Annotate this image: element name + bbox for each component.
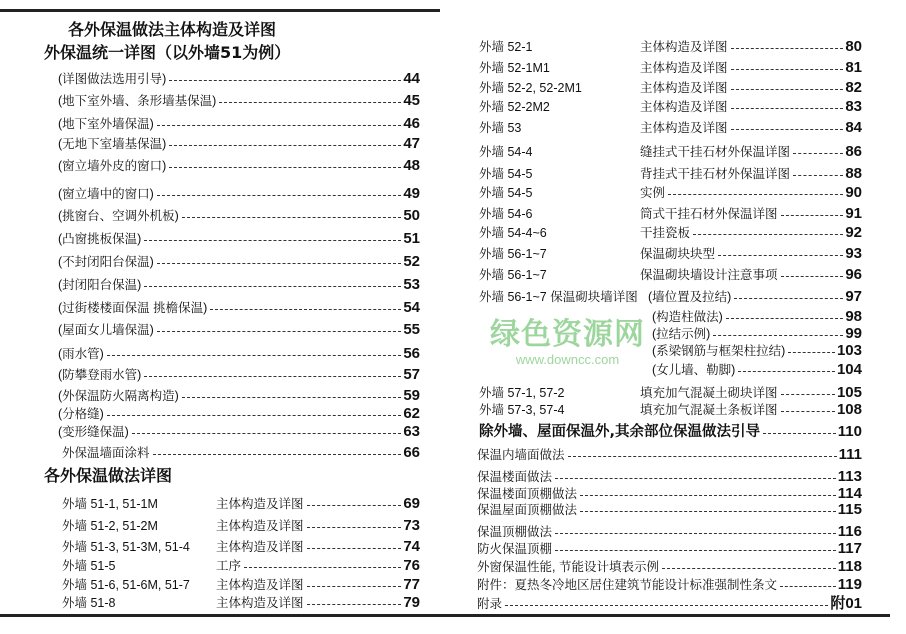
entry-label: 外墙 54-4~6 — [479, 226, 547, 240]
section-heading-unified-details: 外保温统一详图（以外墙51为例） — [44, 43, 291, 62]
entry-description: 主体构造及详图 — [640, 100, 728, 114]
entry-description: (拉结示例) — [652, 327, 711, 341]
entry-description: 填充加气混凝土砌块详图 — [640, 386, 778, 400]
toc-entry[interactable] — [479, 246, 862, 262]
dot-leader — [568, 456, 837, 457]
page-number: 83 — [845, 98, 862, 115]
page-number: 90 — [845, 184, 862, 201]
page-number: 108 — [836, 401, 862, 418]
toc-entry[interactable] — [652, 343, 862, 359]
dot-leader — [157, 125, 401, 126]
page-number: 119 — [837, 576, 862, 593]
page-number: 81 — [845, 59, 862, 76]
toc-entry[interactable] — [58, 277, 420, 293]
page-number: 80 — [845, 38, 862, 55]
page-number: 103 — [836, 342, 862, 359]
dot-leader — [738, 371, 835, 372]
entry-label: 外墙 51-8 — [62, 596, 116, 610]
page-number: 79 — [403, 594, 420, 611]
page-number: 110 — [837, 423, 862, 440]
entry-label: 外墙 51-1, 51-1M — [62, 497, 158, 511]
page-number: 66 — [403, 444, 420, 461]
page-title: 各外保温做法主体构造及详图 — [68, 20, 277, 39]
toc-entry[interactable] — [58, 116, 420, 132]
toc-entry[interactable] — [58, 300, 420, 316]
dot-leader — [718, 255, 843, 256]
page-number: 63 — [403, 423, 420, 440]
toc-entry[interactable] — [479, 289, 862, 305]
dot-leader — [580, 511, 836, 512]
toc-entry[interactable] — [58, 322, 420, 338]
toc-entry[interactable] — [652, 309, 862, 325]
toc-entry[interactable] — [62, 577, 420, 593]
entry-label: (过街楼楼面保温 挑檐保温) — [58, 301, 208, 315]
dot-leader — [307, 586, 402, 587]
page-number: 73 — [403, 517, 420, 534]
page-number: 118 — [837, 558, 862, 575]
entry-description: 主体构造及详图 — [640, 61, 728, 75]
dot-leader — [793, 153, 843, 154]
entry-description: 保温砌块墙设计注意事项 — [640, 268, 778, 282]
toc-entry[interactable] — [58, 388, 420, 404]
dot-leader — [219, 102, 401, 103]
dot-leader — [182, 397, 401, 398]
entry-label: 防火保温顶棚 — [477, 542, 553, 556]
page-number: 104 — [836, 361, 862, 378]
toc-entry[interactable] — [58, 231, 420, 247]
entry-description: 主体构造及详图 — [640, 81, 728, 95]
page-number: 56 — [403, 345, 420, 362]
entry-label: 保温楼面顶棚做法 — [477, 487, 578, 501]
page-number: 51 — [403, 230, 420, 247]
toc-entry[interactable] — [58, 136, 420, 152]
page-number: 45 — [403, 92, 420, 109]
entry-label: 保温楼面做法 — [477, 470, 553, 484]
toc-entry[interactable] — [477, 577, 862, 593]
toc-entry[interactable] — [62, 558, 420, 574]
entry-label: 保温内墙面做法 — [477, 448, 565, 462]
entry-label: 外墙 51-6, 51-6M, 51-7 — [62, 578, 190, 592]
entry-description: 填充加气混凝土条板详图 — [640, 403, 778, 417]
page-number: 59 — [403, 387, 420, 404]
toc-entry[interactable] — [58, 208, 420, 224]
dot-leader — [781, 411, 835, 412]
toc-entry[interactable] — [477, 596, 862, 612]
dot-leader — [668, 194, 843, 195]
page-number: 105 — [836, 384, 862, 401]
toc-entry[interactable] — [479, 39, 862, 55]
dot-leader — [713, 335, 843, 336]
entry-description: 主体构造及详图 — [216, 540, 304, 554]
dot-leader — [580, 495, 836, 496]
toc-entry[interactable] — [479, 402, 862, 418]
toc-entry[interactable] — [58, 406, 420, 422]
page-number: 55 — [403, 321, 420, 338]
bottom-rule — [0, 614, 890, 617]
toc-entry[interactable] — [58, 254, 420, 270]
dot-leader — [157, 331, 401, 332]
toc-entry[interactable] — [479, 424, 862, 440]
toc-entry[interactable] — [479, 99, 862, 115]
entry-label: (详图做法选用引导) — [58, 72, 167, 86]
dot-leader — [144, 286, 401, 287]
entry-label: (防攀登雨水管) — [58, 368, 142, 382]
entry-label: (雨水管) — [58, 347, 104, 361]
dot-leader — [169, 80, 401, 81]
toc-entry[interactable] — [652, 326, 862, 342]
page-number: 附01 — [830, 595, 862, 612]
entry-description: 主体构造及详图 — [640, 121, 728, 135]
toc-entry[interactable] — [58, 71, 420, 87]
entry-description: 背挂式干挂石材外保温详图 — [640, 167, 791, 181]
entry-description: 主体构造及详图 — [216, 596, 304, 610]
section-heading-details: 各外保温做法详图 — [44, 466, 173, 485]
toc-entry[interactable] — [62, 445, 420, 461]
toc-entry[interactable] — [62, 518, 420, 534]
dot-leader — [169, 167, 401, 168]
page-number: 97 — [845, 288, 862, 305]
entry-description: (墙位置及拉结) — [648, 290, 732, 304]
dot-leader — [780, 586, 836, 587]
toc-entry[interactable] — [62, 496, 420, 512]
toc-entry[interactable] — [479, 385, 862, 401]
toc-entry[interactable] — [62, 539, 420, 555]
toc-entry[interactable] — [477, 524, 862, 540]
entry-label: 外墙 51-5 — [62, 559, 116, 573]
dot-leader — [505, 605, 828, 606]
dot-leader — [763, 433, 836, 434]
page-number: 99 — [845, 325, 862, 342]
entry-label: 外墙 54-5 — [479, 167, 533, 181]
page-number: 93 — [845, 245, 862, 262]
dot-leader — [731, 89, 844, 90]
page-number: 84 — [845, 119, 862, 136]
entry-label: (地下室外墙、条形墙基保温) — [58, 94, 217, 108]
page-number: 76 — [403, 557, 420, 574]
dot-leader — [555, 533, 836, 534]
entry-label: 保温屋面顶棚做法 — [477, 503, 578, 517]
watermark-url: www.downcc.com — [515, 351, 620, 367]
dot-leader — [107, 415, 401, 416]
entry-label: 外墙 52-2M2 — [479, 100, 550, 114]
dot-leader — [781, 394, 835, 395]
entry-label: 外墙 57-1, 57-2 — [479, 386, 565, 400]
top-rule — [0, 9, 440, 12]
dot-leader — [132, 433, 401, 434]
entry-label: (挑窗台、空调外机板) — [58, 209, 179, 223]
toc-entry[interactable] — [58, 158, 420, 174]
entry-label: 外墙 52-1M1 — [479, 61, 550, 75]
toc-entry[interactable] — [652, 362, 862, 378]
entry-label: (屋面女儿墙保温) — [58, 323, 154, 337]
page-number: 52 — [403, 253, 420, 270]
entry-label: 外保温墙面涂料 — [62, 446, 150, 460]
page-number: 91 — [845, 205, 862, 222]
page-number: 74 — [403, 538, 420, 555]
page-number: 115 — [837, 501, 862, 518]
entry-label: (封闭阳台保温) — [58, 278, 142, 292]
entry-label: 外墙 54-5 — [479, 186, 533, 200]
dot-leader — [210, 309, 401, 310]
entry-label: (外保温防火隔离构造) — [58, 389, 179, 403]
page-number: 46 — [403, 115, 420, 132]
entry-label: 保温顶棚做法 — [477, 525, 553, 539]
toc-entry[interactable] — [479, 185, 862, 201]
toc-entry[interactable] — [58, 186, 420, 202]
toc-entry[interactable] — [477, 559, 862, 575]
entry-label: 外墙 56-1~7 — [479, 247, 547, 261]
entry-label: 外墙 54-6 — [479, 207, 533, 221]
dot-leader — [555, 478, 836, 479]
entry-label: 外墙 54-4 — [479, 145, 533, 159]
entry-description: 筒式干挂石材外保温详图 — [640, 207, 778, 221]
page-number: 77 — [403, 576, 420, 593]
entry-label: (分格缝) — [58, 407, 104, 421]
toc-entry[interactable] — [477, 541, 862, 557]
page-number: 54 — [403, 299, 420, 316]
entry-description: 主体构造及详图 — [216, 578, 304, 592]
page-number: 92 — [845, 224, 862, 241]
entry-description: 主体构造及详图 — [640, 40, 728, 54]
entry-label: 附录 — [477, 597, 503, 611]
toc-entry[interactable] — [479, 144, 862, 160]
dot-leader — [693, 234, 843, 235]
page-number: 49 — [403, 185, 420, 202]
dot-leader — [157, 263, 401, 264]
entry-label: 外墙 56-1~7 保温砌块墙详图 — [479, 290, 638, 304]
entry-label: (窗立墙中的窗口) — [58, 187, 154, 201]
entry-description: 缝挂式干挂石材外保温详图 — [640, 145, 791, 159]
dot-leader — [726, 318, 843, 319]
dot-leader — [781, 215, 844, 216]
entry-label: (变形缝保温) — [58, 425, 129, 439]
page-number: 113 — [837, 468, 862, 485]
entry-label: 外墙 57-3, 57-4 — [479, 403, 565, 417]
page-number: 116 — [837, 523, 862, 540]
toc-entry[interactable] — [477, 486, 862, 502]
toc-entry[interactable] — [479, 166, 862, 182]
page-number: 44 — [403, 70, 420, 87]
toc-entry[interactable] — [479, 206, 862, 222]
page-number: 86 — [845, 143, 862, 160]
watermark-text: 绿色资源网 — [490, 317, 645, 352]
entry-label: (地下室外墙保温) — [58, 117, 154, 131]
dot-leader — [731, 48, 844, 49]
entry-description: 实例 — [640, 186, 666, 200]
page-number: 62 — [403, 405, 420, 422]
toc-entry[interactable] — [477, 502, 862, 518]
dot-leader — [107, 355, 401, 356]
page-number: 50 — [403, 207, 420, 224]
dot-leader — [157, 195, 401, 196]
dot-leader — [788, 352, 835, 353]
dot-leader — [734, 298, 843, 299]
dot-leader — [662, 568, 836, 569]
entry-label: 外墙 52-1 — [479, 40, 533, 54]
page-number: 47 — [403, 135, 420, 152]
entry-label: (窗立墙外皮的窗口) — [58, 159, 167, 173]
toc-entry[interactable] — [58, 346, 420, 362]
page-number: 53 — [403, 276, 420, 293]
entry-description: (系梁钢筋与框架柱拉结) — [652, 344, 786, 358]
dot-leader — [731, 69, 844, 70]
page-number: 98 — [845, 308, 862, 325]
toc-entry[interactable] — [479, 225, 862, 241]
entry-label: 外墙 56-1~7 — [479, 268, 547, 282]
dot-leader — [244, 567, 401, 568]
entry-description: 干挂瓷板 — [640, 226, 691, 240]
dot-leader — [781, 276, 844, 277]
entry-label: 外窗保温性能, 节能设计填表示例 — [477, 560, 659, 574]
toc-entry[interactable] — [479, 267, 862, 283]
toc-entry[interactable] — [477, 447, 862, 463]
entry-description: 主体构造及详图 — [216, 519, 304, 533]
dot-leader — [144, 376, 401, 377]
toc-entry[interactable] — [477, 469, 862, 485]
toc-entry[interactable] — [62, 595, 420, 611]
watermark — [490, 318, 645, 367]
page-number: 111 — [838, 446, 862, 463]
entry-description: (构造柱做法) — [652, 310, 723, 324]
entry-label: 外墙 53 — [479, 121, 522, 135]
dot-leader — [182, 217, 401, 218]
dot-leader — [555, 550, 836, 551]
entry-description: 工序 — [216, 559, 242, 573]
toc-entry[interactable] — [479, 60, 862, 76]
dot-leader — [731, 108, 844, 109]
dot-leader — [153, 454, 402, 455]
dot-leader — [793, 175, 843, 176]
dot-leader — [307, 527, 402, 528]
entry-label: 附件：夏热冬冷地区居住建筑节能设计标准强制性条文 — [477, 578, 778, 592]
entry-label: 外墙 51-3, 51-3M, 51-4 — [62, 540, 190, 554]
toc-entry[interactable] — [479, 120, 862, 136]
dot-leader — [731, 129, 844, 130]
toc-entry[interactable] — [58, 424, 420, 440]
dot-leader — [307, 505, 402, 506]
entry-description: 主体构造及详图 — [216, 497, 304, 511]
page-number: 114 — [837, 485, 862, 502]
page-number: 57 — [403, 366, 420, 383]
page-number: 117 — [837, 540, 862, 557]
page-number: 48 — [403, 157, 420, 174]
entry-label: 除外墙、屋面保温外,其余部位保温做法引导 — [479, 424, 761, 440]
entry-label: (无地下室墙基保温) — [58, 137, 167, 151]
page-number: 82 — [845, 79, 862, 96]
dot-leader — [144, 240, 401, 241]
entry-label: (不封闭阳台保温) — [58, 255, 154, 269]
toc-entry[interactable] — [479, 80, 862, 96]
entry-description: (女儿墙、勒脚) — [652, 363, 736, 377]
dot-leader — [307, 548, 402, 549]
dot-leader — [169, 145, 401, 146]
page-number: 96 — [845, 266, 862, 283]
entry-label: 外墙 52-2, 52-2M1 — [479, 81, 582, 95]
toc-entry[interactable] — [58, 367, 420, 383]
entry-description: 保温砌块块型 — [640, 247, 716, 261]
page-number: 69 — [403, 495, 420, 512]
dot-leader — [307, 604, 402, 605]
entry-label: 外墙 51-2, 51-2M — [62, 519, 158, 533]
toc-entry[interactable] — [58, 93, 420, 109]
page-number: 88 — [845, 165, 862, 182]
entry-label: (凸窗挑板保温) — [58, 232, 142, 246]
